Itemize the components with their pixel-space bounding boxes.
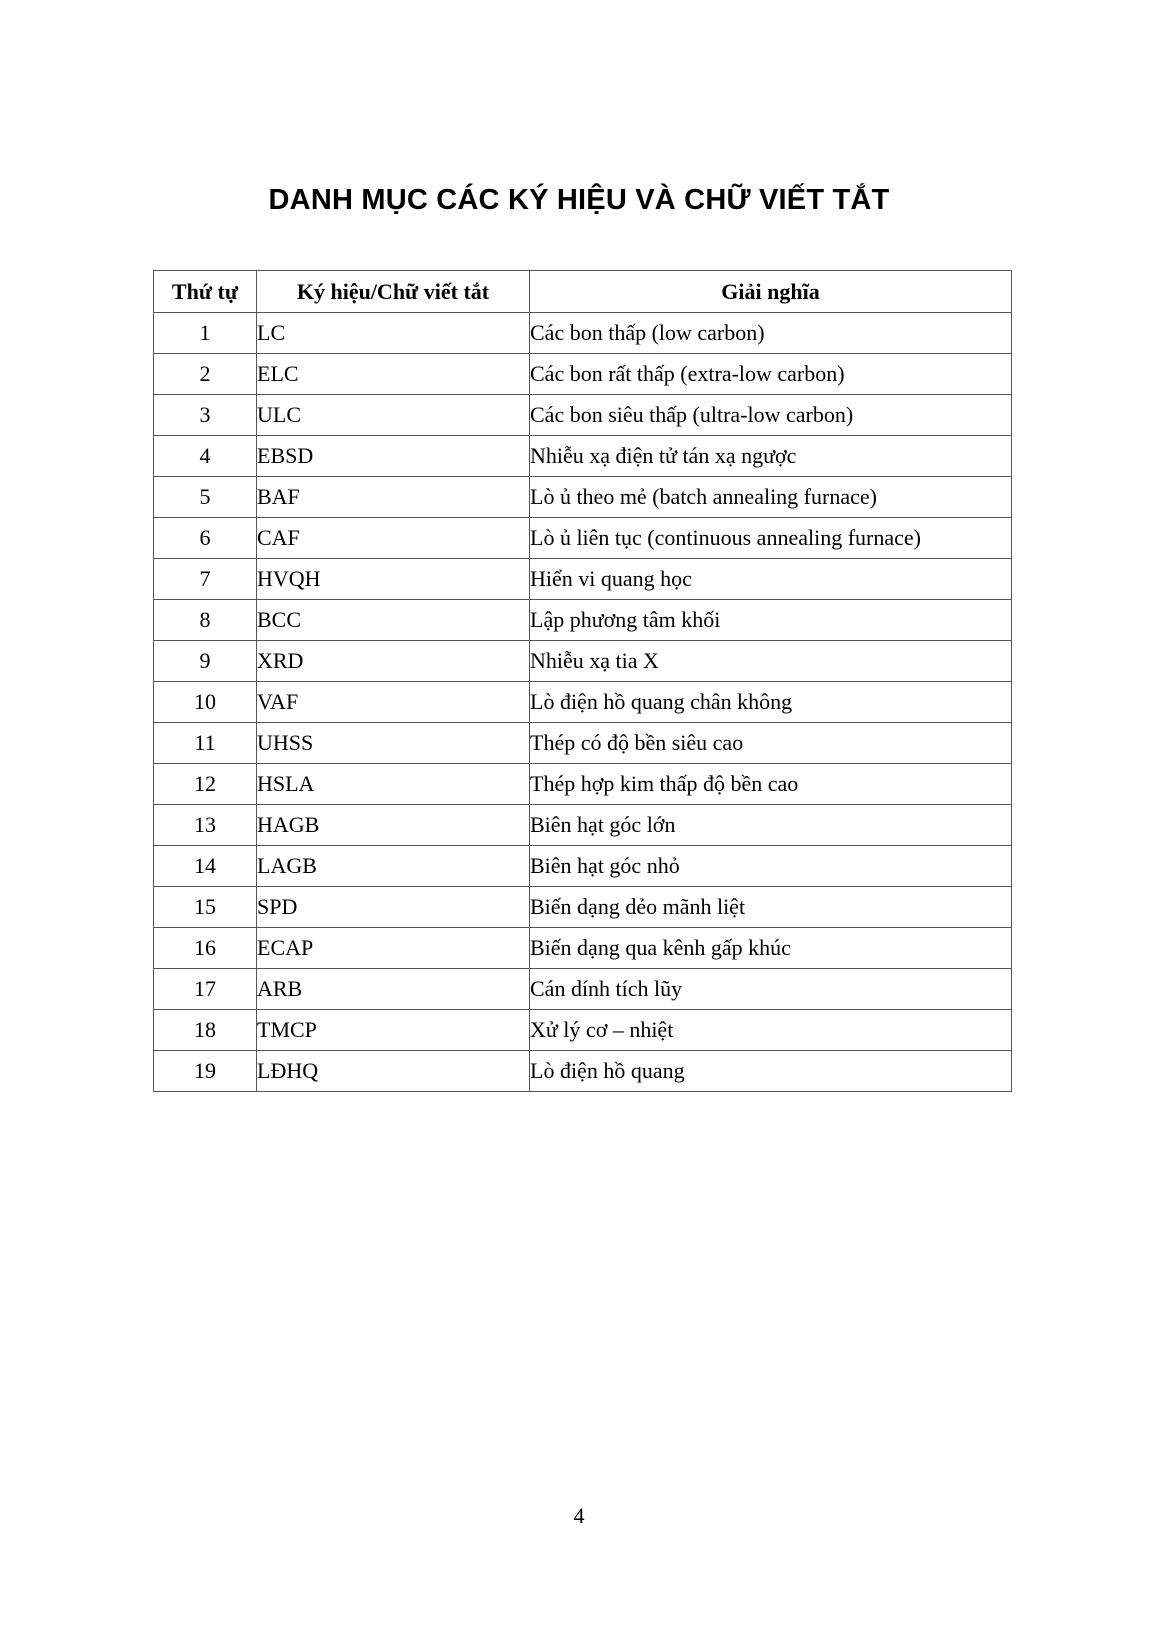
table-row: [154, 846, 1012, 887]
row-number: 11: [154, 723, 257, 764]
row-meaning: Biến dạng qua kênh gấp khúc: [530, 928, 1012, 969]
table-body: [154, 313, 1012, 1092]
row-number: 13: [154, 805, 257, 846]
row-meaning: Thép có độ bền siêu cao: [530, 723, 1012, 764]
table-row: [154, 969, 1012, 1010]
row-meaning: Nhiễu xạ tia X: [530, 641, 1012, 682]
header-order: Thứ tự: [154, 271, 257, 313]
table-row: [154, 928, 1012, 969]
row-number: 19: [154, 1051, 257, 1092]
table-row: [154, 559, 1012, 600]
row-abbreviation: ELC: [257, 354, 530, 395]
row-abbreviation: EBSD: [257, 436, 530, 477]
row-number: 16: [154, 928, 257, 969]
row-meaning: Cán dính tích lũy: [530, 969, 1012, 1010]
table-row: [154, 436, 1012, 477]
row-meaning: Lò ủ theo mẻ (batch annealing furnace): [530, 477, 1012, 518]
row-abbreviation: XRD: [257, 641, 530, 682]
row-meaning: Thép hợp kim thấp độ bền cao: [530, 764, 1012, 805]
table-row: [154, 354, 1012, 395]
row-meaning: Các bon siêu thấp (ultra-low carbon): [530, 395, 1012, 436]
table-row: [154, 764, 1012, 805]
abbreviation-table: [153, 270, 1012, 1092]
row-number: 2: [154, 354, 257, 395]
table-row: [154, 395, 1012, 436]
row-meaning: Hiển vi quang học: [530, 559, 1012, 600]
row-number: 10: [154, 682, 257, 723]
table-row: [154, 1051, 1012, 1092]
row-abbreviation: LC: [257, 313, 530, 354]
table-row: [154, 887, 1012, 928]
row-number: 8: [154, 600, 257, 641]
header-meaning: Giải nghĩa: [530, 271, 1012, 313]
row-meaning: Các bon thấp (low carbon): [530, 313, 1012, 354]
row-number: 14: [154, 846, 257, 887]
row-number: 3: [154, 395, 257, 436]
row-abbreviation: TMCP: [257, 1010, 530, 1051]
row-abbreviation: ULC: [257, 395, 530, 436]
row-number: 7: [154, 559, 257, 600]
row-meaning: Biến dạng dẻo mãnh liệt: [530, 887, 1012, 928]
row-meaning: Lập phương tâm khối: [530, 600, 1012, 641]
row-abbreviation: BCC: [257, 600, 530, 641]
row-abbreviation: ARB: [257, 969, 530, 1010]
row-number: 1: [154, 313, 257, 354]
row-abbreviation: CAF: [257, 518, 530, 559]
row-number: 18: [154, 1010, 257, 1051]
row-meaning: Lò điện hồ quang chân không: [530, 682, 1012, 723]
row-abbreviation: LAGB: [257, 846, 530, 887]
table-row: [154, 805, 1012, 846]
row-abbreviation: HAGB: [257, 805, 530, 846]
row-number: 9: [154, 641, 257, 682]
table-row: [154, 1010, 1012, 1051]
row-meaning: Lò điện hồ quang: [530, 1051, 1012, 1092]
row-number: 12: [154, 764, 257, 805]
table-row: [154, 477, 1012, 518]
row-abbreviation: HVQH: [257, 559, 530, 600]
header-abbreviation: Ký hiệu/Chữ viết tắt: [257, 271, 530, 313]
row-abbreviation: UHSS: [257, 723, 530, 764]
table-row: [154, 723, 1012, 764]
row-abbreviation: SPD: [257, 887, 530, 928]
page-title: DANH MỤC CÁC KÝ HIỆU VÀ CHỮ VIẾT TẮT: [268, 184, 890, 216]
row-meaning: Các bon rất thấp (extra-low carbon): [530, 354, 1012, 395]
row-number: 5: [154, 477, 257, 518]
row-number: 6: [154, 518, 257, 559]
row-number: 17: [154, 969, 257, 1010]
table-row: [154, 682, 1012, 723]
row-abbreviation: HSLA: [257, 764, 530, 805]
table-row: [154, 518, 1012, 559]
row-abbreviation: VAF: [257, 682, 530, 723]
row-meaning: Xử lý cơ – nhiệt: [530, 1010, 1012, 1051]
table-row: [154, 641, 1012, 682]
row-abbreviation: LĐHQ: [257, 1051, 530, 1092]
row-meaning: Biên hạt góc lớn: [530, 805, 1012, 846]
table-header: [154, 271, 1012, 313]
row-number: 15: [154, 887, 257, 928]
row-abbreviation: ECAP: [257, 928, 530, 969]
table-row: [154, 313, 1012, 354]
page-number: 4: [573, 1503, 585, 1528]
row-meaning: Lò ủ liên tục (continuous annealing furnace): [530, 518, 1012, 559]
row-meaning: Biên hạt góc nhỏ: [530, 846, 1012, 887]
row-abbreviation: BAF: [257, 477, 530, 518]
row-number: 4: [154, 436, 257, 477]
table-row: [154, 600, 1012, 641]
table-header-row: [154, 271, 1012, 313]
row-meaning: Nhiễu xạ điện tử tán xạ ngược: [530, 436, 1012, 477]
